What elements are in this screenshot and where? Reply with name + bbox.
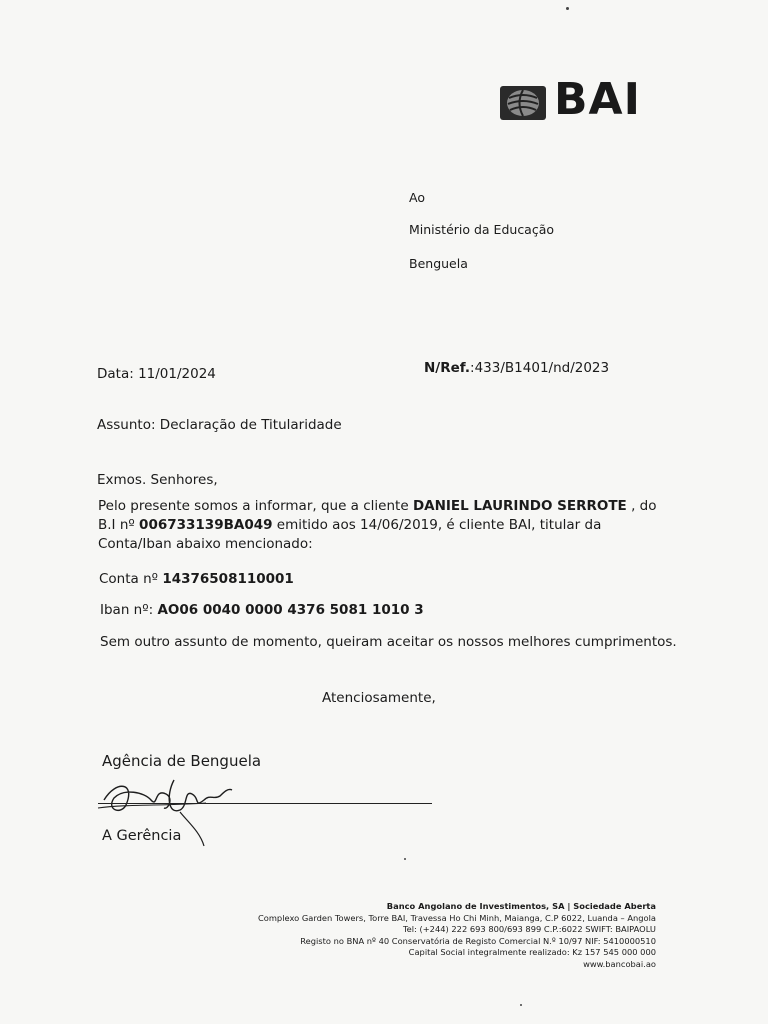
recipient-line-2: Ministério da Educação <box>409 222 555 237</box>
client-name: DANIEL LAURINDO SERROTE <box>412 498 627 514</box>
letter-subject: Assunto: Declaração de Titularidade <box>97 417 342 433</box>
letter-salutation: Exmos. Senhores, <box>97 472 218 488</box>
scan-speck <box>566 7 569 10</box>
scan-speck <box>520 1004 522 1006</box>
signoff: Atenciosamente, <box>322 690 436 706</box>
reference-label: N/Ref. <box>424 360 471 376</box>
bai-globe-logo-icon <box>500 86 546 120</box>
footer-address: Complexo Garden Towers, Torre BAI, Travessa Ho Chi Minh, Maianga, C.P 6022, Luanda – Angola <box>257 912 656 923</box>
footer-bank-name: Banco Angolano de Investimentos, SA | Sociedade Aberta <box>386 901 656 911</box>
letter-date: Data: 11/01/2024 <box>97 366 216 382</box>
iban-number: Iban nº: AO06 0040 0000 4376 5081 1010 3 <box>100 602 424 618</box>
recipient-line-1: Ao <box>409 190 425 205</box>
footer-block <box>258 901 656 970</box>
footer-website: www.bancobai.ao <box>583 958 656 969</box>
logo-wordmark: BAI <box>554 74 641 125</box>
signature-line <box>98 803 432 804</box>
bank-logo <box>500 74 650 126</box>
reference-number <box>424 360 609 376</box>
letter-body: Pelo presente somos a informar, que a cliente DANIEL LAURINDO SERROTE , do B.I nº 006733139BA049 emitido aos 14/06/2019, é cliente BAI, titular da Conta/Iban abaixo mencionado: <box>98 498 657 552</box>
footer-capital: Capital Social integralmente realizado: Kz 157 545 000 000 <box>408 947 656 957</box>
agency-name: Agência de Benguela <box>102 752 262 770</box>
footer-contacts: Tel: (+244) 222 693 800/693 899 C.P.:6022 SWIFT: BAIPAOLU <box>402 924 656 934</box>
management-label: A Gerência <box>102 828 182 844</box>
footer-registration: Registo no BNA nº 40 Conservatória de Registo Comercial N.º 10/97 NIF: 5410000510 <box>300 935 656 946</box>
recipient-line-3: Benguela <box>409 256 468 271</box>
closing-sentence: Sem outro assunto de momento, queiram aceitar os nossos melhores cumprimentos. <box>100 634 677 650</box>
bi-number: 006733139BA049 <box>139 517 273 533</box>
reference-value: :433/B1401/nd/2023 <box>470 360 610 376</box>
account-number: Conta nº 14376508110001 <box>99 571 294 587</box>
scan-speck <box>404 858 406 860</box>
